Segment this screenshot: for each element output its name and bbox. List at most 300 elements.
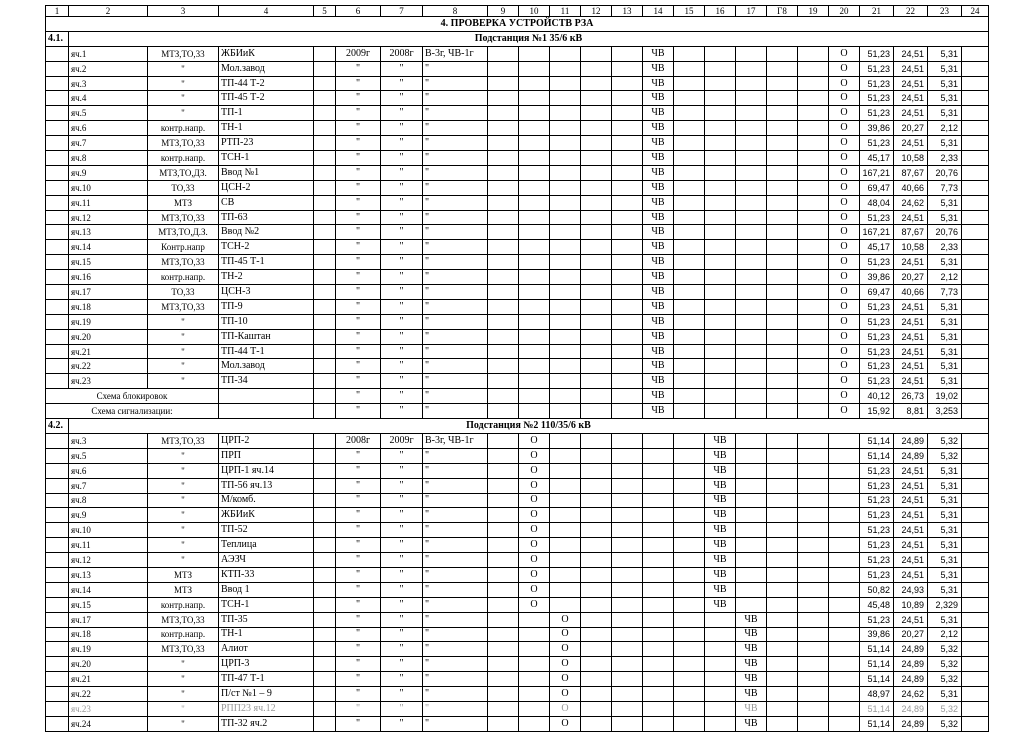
col-14-mark: ЧВ xyxy=(643,225,674,240)
empty-cell xyxy=(314,329,336,344)
col-19-mark xyxy=(798,404,829,419)
protection-type: " xyxy=(148,463,219,478)
empty-cell xyxy=(962,716,989,731)
col-17-mark xyxy=(736,270,767,285)
column-number: 23 xyxy=(928,6,962,17)
col-9-mark xyxy=(488,493,519,508)
col-16-mark: ЧВ xyxy=(705,538,736,553)
col-12-mark xyxy=(581,582,612,597)
col-18-mark xyxy=(767,151,798,166)
col-15-mark xyxy=(674,76,705,91)
year-last: 2008г xyxy=(336,433,381,448)
col-16-mark xyxy=(705,404,736,419)
protection-type: " xyxy=(148,329,219,344)
value-21: 51,23 xyxy=(860,314,894,329)
col-10-mark xyxy=(519,389,550,404)
col-9-mark xyxy=(488,374,519,389)
col-11-mark xyxy=(550,195,581,210)
table-row xyxy=(46,448,989,463)
value-23: 7,73 xyxy=(928,285,962,300)
col-16-mark xyxy=(705,299,736,314)
year-last: " xyxy=(336,195,381,210)
col-12-mark xyxy=(581,389,612,404)
feeder-name: ТП-35 xyxy=(219,612,314,627)
col-16-mark xyxy=(705,344,736,359)
col-9-mark xyxy=(488,508,519,523)
year-prev: " xyxy=(381,597,423,612)
year-last: " xyxy=(336,106,381,121)
row-label: Схема блокировок xyxy=(46,389,219,404)
empty-cell xyxy=(46,299,69,314)
col-10-mark xyxy=(519,106,550,121)
column-number: 24 xyxy=(962,6,989,17)
feeder-name: П/ст №1 – 9 xyxy=(219,687,314,702)
feeder-name: ТП-32 яч.2 xyxy=(219,716,314,731)
col-13-mark xyxy=(612,493,643,508)
value-21: 51,23 xyxy=(860,508,894,523)
col-19-mark xyxy=(798,314,829,329)
table-row xyxy=(46,165,989,180)
empty-cell xyxy=(46,716,69,731)
value-23: 5,31 xyxy=(928,136,962,151)
col-16-mark xyxy=(705,329,736,344)
table-row xyxy=(46,91,989,106)
year-prev: " xyxy=(381,642,423,657)
col-14-mark: ЧВ xyxy=(643,389,674,404)
col-14-mark: ЧВ xyxy=(643,255,674,270)
value-21: 51,23 xyxy=(860,299,894,314)
col-9-mark xyxy=(488,106,519,121)
value-22: 24,51 xyxy=(894,210,928,225)
cell-number: яч.7 xyxy=(69,478,148,493)
col-19-mark xyxy=(798,389,829,404)
empty-cell xyxy=(962,136,989,151)
col-18-mark xyxy=(767,285,798,300)
year-last: " xyxy=(336,582,381,597)
year-last: " xyxy=(336,329,381,344)
cell-number: яч.21 xyxy=(69,344,148,359)
year-prev: " xyxy=(381,701,423,716)
empty-cell xyxy=(314,627,336,642)
row-label: Схема сигнализации: xyxy=(46,404,219,419)
value-22: 24,51 xyxy=(894,61,928,76)
empty-cell xyxy=(46,657,69,672)
col-12-mark xyxy=(581,359,612,374)
col-14-mark: ЧВ xyxy=(643,314,674,329)
col-18-mark xyxy=(767,180,798,195)
year-prev: " xyxy=(381,240,423,255)
value-22: 24,51 xyxy=(894,46,928,61)
protection-type: " xyxy=(148,76,219,91)
year-last: " xyxy=(336,657,381,672)
value-21: 69,47 xyxy=(860,180,894,195)
value-22: 24,51 xyxy=(894,508,928,523)
col-20-mark: О xyxy=(829,255,860,270)
col-13-mark xyxy=(612,91,643,106)
col-10-mark xyxy=(519,46,550,61)
col-17-mark xyxy=(736,106,767,121)
year-last: " xyxy=(336,165,381,180)
empty-cell xyxy=(46,553,69,568)
work-type: " xyxy=(423,195,488,210)
col-17-mark xyxy=(736,463,767,478)
empty-cell xyxy=(46,270,69,285)
table-row xyxy=(46,329,989,344)
col-19-mark xyxy=(798,106,829,121)
col-10-mark xyxy=(519,180,550,195)
col-12-mark xyxy=(581,567,612,582)
column-number: 20 xyxy=(829,6,860,17)
table-row xyxy=(46,374,989,389)
col-15-mark xyxy=(674,538,705,553)
col-16-mark xyxy=(705,225,736,240)
col-16-mark xyxy=(705,672,736,687)
empty-cell xyxy=(314,716,336,731)
empty-cell xyxy=(46,121,69,136)
col-11-mark xyxy=(550,538,581,553)
col-20-mark: О xyxy=(829,329,860,344)
value-23: 2,329 xyxy=(928,597,962,612)
col-19-mark xyxy=(798,151,829,166)
empty-cell xyxy=(46,195,69,210)
col-11-mark xyxy=(550,180,581,195)
cell-number: яч.23 xyxy=(69,374,148,389)
col-10-mark xyxy=(519,299,550,314)
col-20-mark xyxy=(829,433,860,448)
col-14-mark xyxy=(643,612,674,627)
empty-cell xyxy=(962,46,989,61)
protection-type: МТЗ,ТО,33 xyxy=(148,46,219,61)
col-9-mark xyxy=(488,433,519,448)
col-18-mark xyxy=(767,46,798,61)
col-19-mark xyxy=(798,76,829,91)
empty-cell xyxy=(46,314,69,329)
col-10-mark xyxy=(519,359,550,374)
col-20-mark xyxy=(829,478,860,493)
empty-cell xyxy=(962,359,989,374)
empty-cell xyxy=(962,553,989,568)
year-prev: 2008г xyxy=(381,46,423,61)
col-20-mark: О xyxy=(829,404,860,419)
protection-type: МТЗ,ТО,33 xyxy=(148,210,219,225)
empty-cell xyxy=(314,612,336,627)
year-last: " xyxy=(336,538,381,553)
col-10-mark xyxy=(519,329,550,344)
col-18-mark xyxy=(767,76,798,91)
value-23: 5,31 xyxy=(928,76,962,91)
col-17-mark xyxy=(736,478,767,493)
col-16-mark: ЧВ xyxy=(705,463,736,478)
cell-number: яч.13 xyxy=(69,225,148,240)
col-11-mark: О xyxy=(550,701,581,716)
cell-number: яч.18 xyxy=(69,627,148,642)
work-type: " xyxy=(423,478,488,493)
year-prev: 2009г xyxy=(381,433,423,448)
value-22: 20,27 xyxy=(894,627,928,642)
col-10-mark xyxy=(519,716,550,731)
col-13-mark xyxy=(612,180,643,195)
col-15-mark xyxy=(674,493,705,508)
cell-number: яч.22 xyxy=(69,687,148,702)
empty-cell xyxy=(46,285,69,300)
value-23: 5,31 xyxy=(928,91,962,106)
feeder-name: ЦСН-3 xyxy=(219,285,314,300)
col-18-mark xyxy=(767,389,798,404)
col-12-mark xyxy=(581,136,612,151)
empty-cell xyxy=(314,255,336,270)
subsection-row xyxy=(46,419,989,434)
empty-cell xyxy=(962,389,989,404)
col-14-mark: ЧВ xyxy=(643,285,674,300)
col-13-mark xyxy=(612,255,643,270)
table-row xyxy=(46,299,989,314)
empty-cell xyxy=(962,270,989,285)
cell-number: яч.19 xyxy=(69,642,148,657)
col-17-mark xyxy=(736,46,767,61)
col-16-mark xyxy=(705,701,736,716)
empty-cell xyxy=(962,344,989,359)
empty-cell xyxy=(314,151,336,166)
col-19-mark xyxy=(798,91,829,106)
work-type: " xyxy=(423,374,488,389)
col-11-mark xyxy=(550,448,581,463)
table-row xyxy=(46,612,989,627)
col-20-mark xyxy=(829,582,860,597)
feeder-name: ЖБИиК xyxy=(219,46,314,61)
col-11-mark xyxy=(550,210,581,225)
empty-cell xyxy=(962,314,989,329)
col-15-mark xyxy=(674,285,705,300)
col-11-mark xyxy=(550,508,581,523)
col-11-mark: О xyxy=(550,612,581,627)
col-10-mark xyxy=(519,657,550,672)
year-last: " xyxy=(336,448,381,463)
col-16-mark xyxy=(705,627,736,642)
col-16-mark xyxy=(705,91,736,106)
empty-cell xyxy=(962,210,989,225)
col-18-mark xyxy=(767,612,798,627)
work-type: " xyxy=(423,151,488,166)
column-number: 21 xyxy=(860,6,894,17)
year-prev: " xyxy=(381,195,423,210)
value-21: 51,23 xyxy=(860,255,894,270)
col-9-mark xyxy=(488,180,519,195)
feeder-name: ТП-Каштан xyxy=(219,329,314,344)
col-18-mark xyxy=(767,657,798,672)
value-22: 20,27 xyxy=(894,270,928,285)
table-row xyxy=(46,46,989,61)
empty-cell xyxy=(962,701,989,716)
cell-number: яч.7 xyxy=(69,136,148,151)
empty-cell xyxy=(962,374,989,389)
col-14-mark xyxy=(643,493,674,508)
col-11-mark xyxy=(550,299,581,314)
empty-cell xyxy=(314,523,336,538)
col-9-mark xyxy=(488,672,519,687)
empty-cell xyxy=(314,374,336,389)
col-14-mark: ЧВ xyxy=(643,344,674,359)
protection-type: Контр.напр xyxy=(148,240,219,255)
empty-cell xyxy=(46,76,69,91)
empty-cell xyxy=(962,329,989,344)
column-number: 14 xyxy=(643,6,674,17)
col-9-mark xyxy=(488,91,519,106)
value-21: 51,23 xyxy=(860,463,894,478)
value-22: 24,51 xyxy=(894,493,928,508)
value-23: 5,31 xyxy=(928,508,962,523)
empty-cell xyxy=(46,463,69,478)
empty-cell xyxy=(962,538,989,553)
col-15-mark xyxy=(674,657,705,672)
col-19-mark xyxy=(798,225,829,240)
feeder-name: ТН-2 xyxy=(219,270,314,285)
protection-type: " xyxy=(148,701,219,716)
col-17-mark xyxy=(736,374,767,389)
empty-cell xyxy=(314,270,336,285)
protection-type: " xyxy=(148,344,219,359)
protection-type: " xyxy=(148,478,219,493)
col-10-mark: О xyxy=(519,448,550,463)
column-number: 3 xyxy=(148,6,219,17)
value-23: 5,32 xyxy=(928,672,962,687)
col-18-mark xyxy=(767,359,798,374)
cell-number: яч.11 xyxy=(69,195,148,210)
empty-cell xyxy=(962,657,989,672)
value-23: 5,31 xyxy=(928,255,962,270)
feeder-name: ЦРП-1 яч.14 xyxy=(219,463,314,478)
col-14-mark: ЧВ xyxy=(643,76,674,91)
col-18-mark xyxy=(767,195,798,210)
value-23: 19,02 xyxy=(928,389,962,404)
col-20-mark: О xyxy=(829,285,860,300)
empty-cell xyxy=(314,299,336,314)
col-15-mark xyxy=(674,508,705,523)
year-last: " xyxy=(336,61,381,76)
year-last: " xyxy=(336,255,381,270)
col-10-mark xyxy=(519,642,550,657)
col-9-mark xyxy=(488,627,519,642)
empty-cell xyxy=(46,433,69,448)
col-19-mark xyxy=(798,433,829,448)
col-10-mark xyxy=(519,121,550,136)
value-21: 51,14 xyxy=(860,657,894,672)
protection-type: " xyxy=(148,716,219,731)
col-12-mark xyxy=(581,463,612,478)
col-9-mark xyxy=(488,642,519,657)
cell-number: яч.24 xyxy=(69,716,148,731)
empty-cell xyxy=(46,687,69,702)
col-15-mark xyxy=(674,106,705,121)
year-prev: " xyxy=(381,121,423,136)
cell-number: яч.5 xyxy=(69,448,148,463)
empty-cell xyxy=(962,151,989,166)
cell-number: яч.10 xyxy=(69,523,148,538)
year-prev: " xyxy=(381,314,423,329)
work-type: " xyxy=(423,701,488,716)
feeder-name: ТП-34 xyxy=(219,374,314,389)
col-9-mark xyxy=(488,687,519,702)
col-9-mark xyxy=(488,538,519,553)
col-13-mark xyxy=(612,687,643,702)
year-last: " xyxy=(336,225,381,240)
value-21: 51,23 xyxy=(860,493,894,508)
empty-cell xyxy=(46,701,69,716)
col-10-mark xyxy=(519,225,550,240)
column-number-row xyxy=(46,6,989,17)
protection-type: " xyxy=(148,314,219,329)
col-12-mark xyxy=(581,657,612,672)
col-17-mark xyxy=(736,433,767,448)
year-prev: " xyxy=(381,553,423,568)
col-15-mark xyxy=(674,642,705,657)
empty-cell xyxy=(46,642,69,657)
year-prev: " xyxy=(381,299,423,314)
col-13-mark xyxy=(612,225,643,240)
protection-type: контр.напр. xyxy=(148,627,219,642)
protection-type: " xyxy=(148,374,219,389)
col-14-mark xyxy=(643,463,674,478)
col-19-mark xyxy=(798,672,829,687)
col-15-mark xyxy=(674,121,705,136)
table-row xyxy=(46,582,989,597)
value-23: 5,31 xyxy=(928,553,962,568)
col-10-mark xyxy=(519,672,550,687)
col-20-mark: О xyxy=(829,180,860,195)
col-17-mark xyxy=(736,91,767,106)
value-22: 24,51 xyxy=(894,329,928,344)
col-13-mark xyxy=(612,508,643,523)
col-18-mark xyxy=(767,136,798,151)
col-19-mark xyxy=(798,597,829,612)
col-12-mark xyxy=(581,165,612,180)
col-13-mark xyxy=(612,567,643,582)
col-18-mark xyxy=(767,701,798,716)
col-10-mark xyxy=(519,285,550,300)
protection-type: МТЗ xyxy=(148,582,219,597)
cell-number: яч.23 xyxy=(69,701,148,716)
col-12-mark xyxy=(581,478,612,493)
col-13-mark xyxy=(612,240,643,255)
col-16-mark xyxy=(705,121,736,136)
col-11-mark xyxy=(550,285,581,300)
col-20-mark xyxy=(829,493,860,508)
col-18-mark xyxy=(767,567,798,582)
col-10-mark xyxy=(519,612,550,627)
year-prev: " xyxy=(381,508,423,523)
col-20-mark: О xyxy=(829,210,860,225)
value-22: 24,51 xyxy=(894,299,928,314)
col-12-mark xyxy=(581,627,612,642)
col-17-mark xyxy=(736,195,767,210)
value-23: 2,12 xyxy=(928,270,962,285)
value-23: 5,31 xyxy=(928,463,962,478)
col-13-mark xyxy=(612,270,643,285)
value-21: 51,23 xyxy=(860,374,894,389)
col-16-mark xyxy=(705,612,736,627)
protection-type: " xyxy=(148,359,219,374)
col-12-mark xyxy=(581,672,612,687)
table-row xyxy=(46,508,989,523)
col-11-mark xyxy=(550,493,581,508)
value-23: 5,31 xyxy=(928,106,962,121)
col-10-mark xyxy=(519,701,550,716)
col-20-mark xyxy=(829,642,860,657)
col-15-mark xyxy=(674,91,705,106)
column-number: 13 xyxy=(612,6,643,17)
col-15-mark xyxy=(674,597,705,612)
col-19-mark xyxy=(798,523,829,538)
empty-cell xyxy=(46,136,69,151)
